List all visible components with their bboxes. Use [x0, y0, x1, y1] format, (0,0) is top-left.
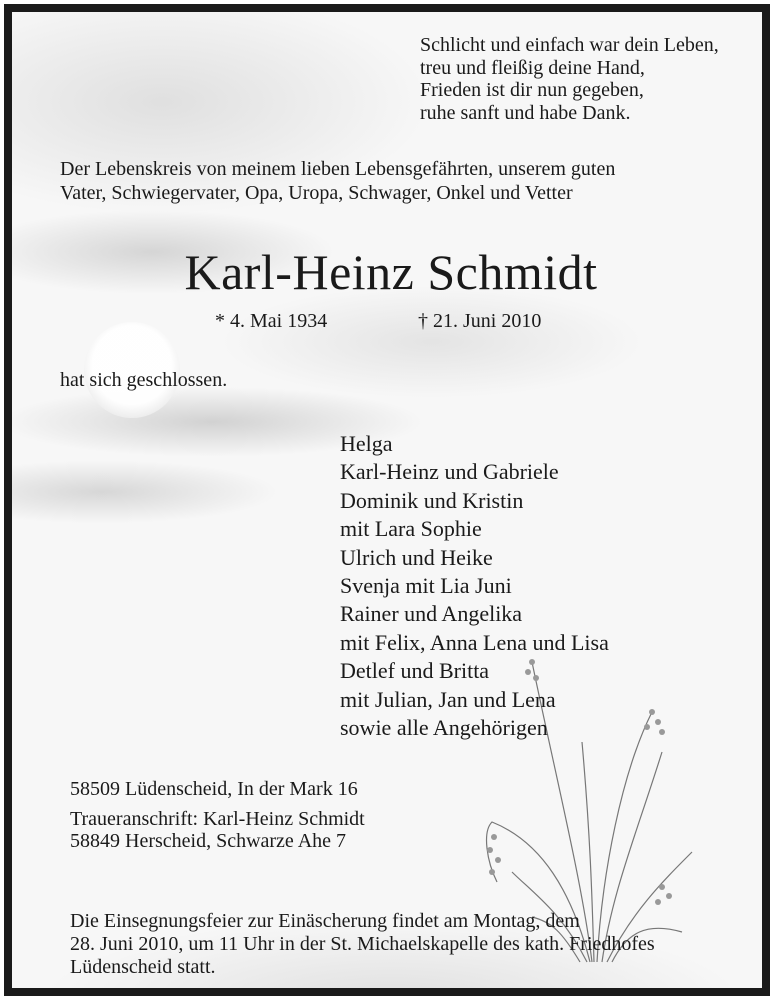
family-member: Detlef und Britta	[340, 658, 490, 684]
address-line: 58849 Herscheid, Schwarze Ahe 7	[70, 830, 347, 852]
family-member: Karl-Heinz und Gabriele	[340, 459, 559, 485]
poem-line: Schlicht und einfach war dein Leben,	[420, 34, 719, 56]
ceremony-info	[70, 910, 655, 979]
deceased-name: Karl-Heinz Schmidt	[184, 244, 598, 300]
intro-line: Vater, Schwiegervater, Opa, Uropa, Schwager, Onkel und Vetter	[60, 182, 573, 204]
poem-line: treu und fleißig deine Hand,	[420, 56, 645, 79]
poem-line: Frieden ist dir nun gegeben,	[420, 79, 644, 101]
ceremony-line: 28. Juni 2010, um 11 Uhr in der St. Michaelskapelle des kath. Friedhofes	[70, 933, 655, 955]
ceremony-line: Die Einsegnungsfeier zur Einäscherung findet am Montag, dem	[70, 910, 580, 932]
family-list	[340, 430, 609, 742]
family-member: Helga	[340, 431, 393, 456]
intro-text	[60, 157, 615, 205]
poem	[420, 34, 719, 124]
family-member: mit Julian, Jan und Lena	[340, 686, 556, 712]
family-member: sowie alle Angehörigen	[340, 715, 548, 741]
obituary-notice	[4, 4, 770, 996]
family-member: Rainer und Angelika	[340, 601, 523, 627]
address-line: 58509 Lüdenscheid, In der Mark 16	[70, 778, 358, 800]
family-member: mit Lara Sophie	[340, 516, 482, 542]
family-member: Dominik und Kristin	[340, 487, 524, 513]
intro-line: Der Lebenskreis von meinem lieben Lebensgefährten, unserem guten	[60, 158, 616, 180]
birth-date: * 4. Mai 1934	[215, 310, 328, 332]
address-block	[70, 778, 365, 852]
family-member: Svenja mit Lia Juni	[340, 573, 512, 599]
ceremony-line: Lüdenscheid statt.	[70, 956, 216, 978]
closing-text: hat sich geschlossen.	[60, 369, 228, 391]
family-member: mit Felix, Anna Lena und Lisa	[340, 629, 609, 655]
death-date: † 21. Juni 2010	[418, 310, 542, 332]
address-line: Traueranschrift: Karl-Heinz Schmidt	[70, 808, 365, 830]
family-member: Ulrich und Heike	[340, 544, 493, 570]
poem-line: ruhe sanft und habe Dank.	[420, 101, 631, 124]
